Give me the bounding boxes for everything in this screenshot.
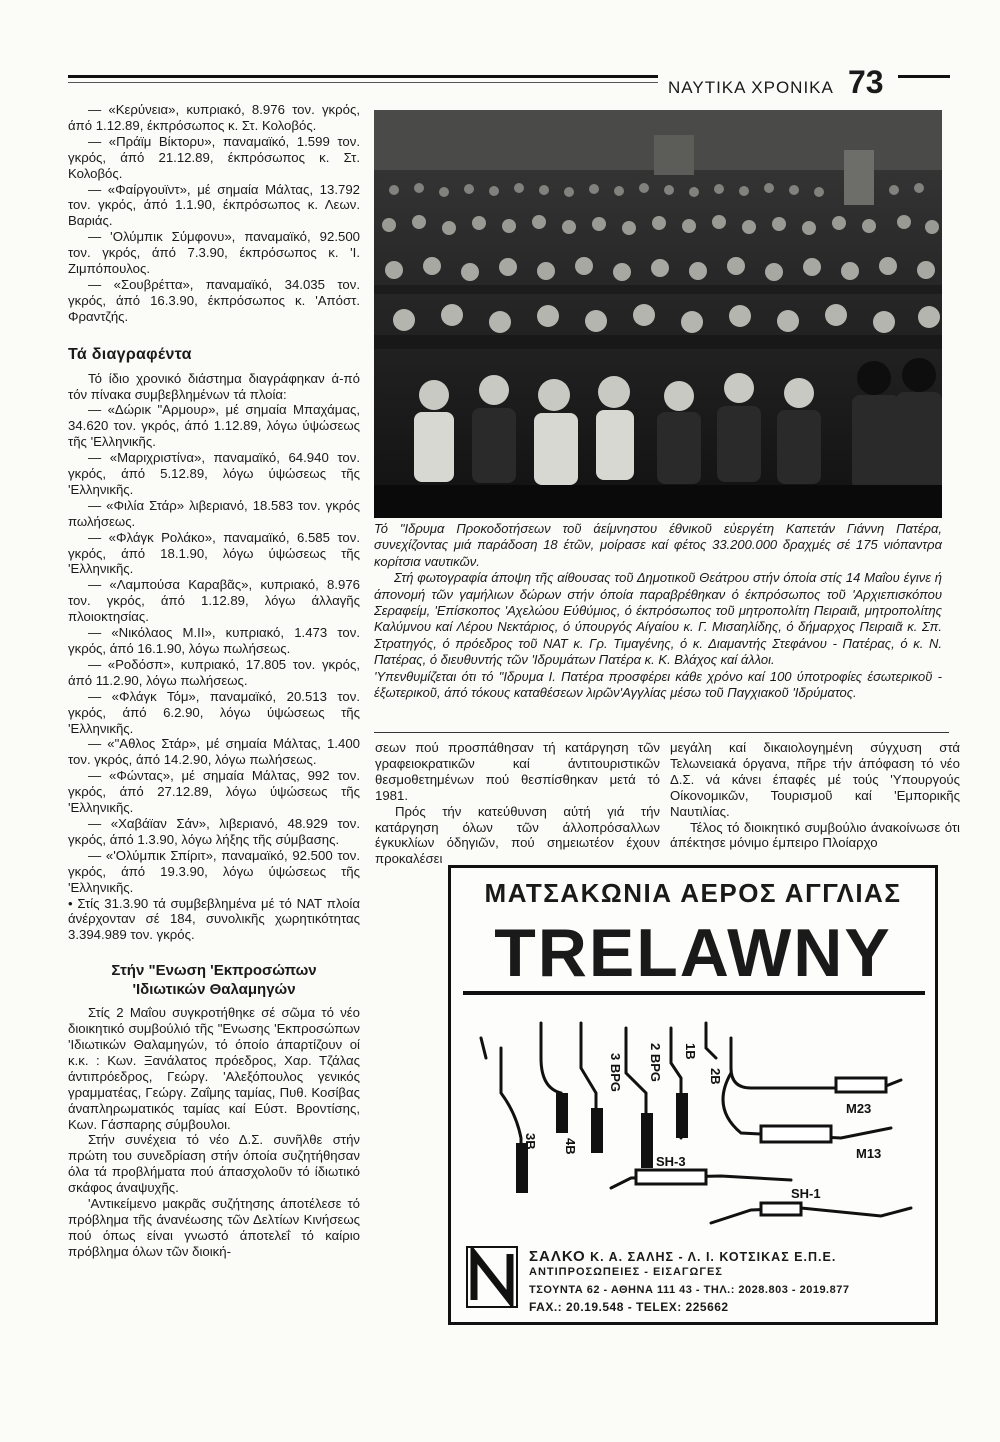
mid-paragraph: Πρός τήν κατεύθυνση αύτή γιά τήν κατάργηση όλων τῶν άλλοπρόσαλλων έγκυκλίων όδηγιῶν, πού σημειωτέον έχουν προκαλέσει xyxy=(375,803,660,867)
deleted-entry: — «Φώντας», μέ σημαία Μάλτας, 992 τον. γκρός, άπό 27.12.89, λόγω ύψώσεως τῆς 'Ελληνικῆς. xyxy=(68,768,360,816)
company-address: ΤΣΟΥΝΤΑ 62 - ΑΘΗΝΑ 111 43 - ΤΗΛ.: 2028.803 - 2019.877 xyxy=(529,1284,850,1296)
registered-entry: — «Πράϊμ Βίκτορυ», παναμαϊκό, 1.599 τον. γκρός, άπό 21.12.89, έκπρόσωπος κ. Στ. Κολοβός. xyxy=(68,133,360,181)
union-paragraph: Στήν συνέχεια τό νέο Δ.Σ. συνῆλθε στήν πρώτη του συνεδρίαση στήν όποία συζητήθησαν όλα τά προβλήματα πού άπασχολοῦν τό ίδιωτικό σκάφος άναψυχῆς. xyxy=(68,1132,360,1196)
tool-label-sh1: SH-1 xyxy=(791,1186,821,1201)
salko-logo-icon xyxy=(466,1246,518,1308)
company-fax: FAX.: 20.19.548 - TELEX: 225662 xyxy=(529,1300,729,1314)
tool-label-2bpg: 2 BPG xyxy=(648,1043,663,1083)
deleted-entry: — «Λαμπούσα Καραβᾶς», κυπριακό, 8.976 τον. γκρός, άπό 1.12.89, λόγω άλλαγῆς πλοιοκτησίας. xyxy=(68,577,360,625)
tool-label-sh3: SH-3 xyxy=(656,1154,686,1169)
deleted-entry: — «'Ολύμπικ Σπίριτ», παναμαϊκό, 92.500 τον. γκρός, άπό 19.3.90, λόγω ύψώσεως τῆς 'Ελληνικῆς. xyxy=(68,847,360,895)
deleted-entry: — «Χαβάϊαν Σάν», λιβεριανό, 48.929 τον. γκρός, άπό 1.3.90, λόγω λήξης τῆς σύμβασης. xyxy=(68,815,360,847)
caption-paragraph: Στή φωτογραφία άποψη τῆς αίθουσας τοῦ Δημοτικοῦ Θεάτρου στήν όποία στίς 14 Μαΐου έγινε ή άπονομή τῶν γαμήλιων δώρων στήν όποία παραβρέθηκαν ό έκπρόσωπος τοῦ 'Αρχιεπισκόπου Σεραφείμ, 'Επίσκοπος 'Αχελώου Εύθύμιος, ό έκπρόσωπος τοῦ μητροπολίτη Πειραιᾶ, μητροπολίτης Καλύμνου καί Λέρου Νεκτάριος, ό ύπουργός Αίγαίου κ. Γ. Μισαηλίδης, ό δήμαρχος Πειραιᾶ κ. Σπ. Στρατηγός, ό πρόεδρος τοῦ ΝΑΤ κ. Γρ. Τιμαγένης, ό κ. Διαμαντής Στεφάνου - Πατέρας, ό κ. Ν. Πατέρας, ό διευθυντής τῶν 'Ιδρυμάτων Πατέρα κ. Κ. Βλάχος καί άλλοι. xyxy=(374,570,942,668)
right-column xyxy=(670,740,960,851)
deleted-entry: — «Φλάγκ Ρολάκο», παναμαϊκό, 6.585 τον. γκρός, άπό 18.1.90, λόγω ύψώσεως τῆς 'Ελληνικῆς. xyxy=(68,529,360,577)
deleted-entry: — «Φιλία Στάρ» λιβεριανό, 18.583 τον. γκρός πωλήσεως. xyxy=(68,497,360,529)
union-paragraph: Στίς 2 Μαΐου συγκροτήθηκε σέ σῶμα τό νέο διοικητικό συμβούλιό τῆς "Ενωσης 'Εκπροσώπων 'Ιδιωτικών Θαλαμηγών, τό όποίο άπαρτίζουν οί κ.κ. : Κων. Ξανάλατος πρόεδρος, Χαρ. Τζάλας άντιπρόεδρος, Γεώργ. 'Αλεξόπουλος γενικός γραμματέας, Γεώργ. Ζαΐμης ταμίας, Πυθ. Κοσίβας άναπληρωματικός ταμίας καί Εύστ. Βροντίσης, Κων. Γάσπαρης σύμβουλοι. xyxy=(68,1005,360,1132)
ad-brand-rule xyxy=(463,991,925,995)
union-heading-line1: Στήν "Ενωση 'Εκπροσώπων xyxy=(111,962,317,980)
deleted-intro: Τό ίδιο χρονικό διάστημα διαγράφηκαν ά-πό τόν πίνακα συμβεβλημένων τά πλοία: xyxy=(68,370,360,402)
left-column xyxy=(68,102,360,1260)
deleted-entry: — «Νικόλαος Μ.ΙΙ», κυπριακό, 1.473 τον. γκρός, άπό 16.1.90, λόγω πωλήσεως. xyxy=(68,625,360,656)
page-number: 73 xyxy=(848,64,884,100)
company-name: ΣΑΛΚΟ xyxy=(529,1248,586,1265)
magazine-title: ΝΑΥΤΙΚΑ ΧΡΟΝΙΚΑ xyxy=(668,78,834,97)
ad-headline: ΜΑΤΣΑΚΩΝΙΑ ΑΕΡΟΣ ΑΓΓΛΙΑΣ xyxy=(484,878,902,908)
registered-entry: — «Φαίργουϊντ», μέ σημαία Μάλτας, 13.792 τον. γκρός, άπό 1.1.90, έκπρόσωπος κ. Λεων. Βαριάς. xyxy=(68,181,360,229)
tool-label-2b: 2B xyxy=(708,1068,723,1085)
header-rule-thin xyxy=(68,82,658,83)
deleted-entry: — «Ροδόσπ», κυπριακό, 17.805 τον. γκρός, άπό 11.2.90, λόγω πωλήσεως. xyxy=(68,656,360,688)
tool-label-4b: 4B xyxy=(563,1138,578,1155)
union-paragraph: 'Αντικείμενο μακρᾶς συζήτησης άποτέλεσε τό πρόβλημα τῆς άνανέωσης τῶν Δελτίων Κινήσεως πού όπως είναι γνωστό άποτελεΐ τό καίριο πρόβλημα όλων τῶν διοική- xyxy=(68,1196,360,1259)
tool-label-m23: M23 xyxy=(846,1101,872,1116)
registered-entry: — «Σουβρέττα», παναμαϊκό, 34.035 τον. γκρός, άπό 16.3.90, έκπρόσωπος κ. 'Απόστ. Φραντζής. xyxy=(68,276,360,324)
middle-column xyxy=(375,740,660,867)
union-heading-line2: 'Ιδιωτικών Θαλαμηγών xyxy=(132,981,296,999)
header-rule-right xyxy=(898,75,950,78)
bullet-note: • Στίς 31.3.90 τά συμβεβλημένα μέ τό ΝΑΤ πλοία άνέρχονταν σέ 184, συνολικῆς χωρητικότητας 3.394.989 τον. γκρός. xyxy=(68,895,360,943)
tool-label-1b: 1B xyxy=(683,1043,698,1060)
caption-paragraph: Τό "Ιδρυμα Προκοδοτήσεων τοῦ άείμνηστου έθνικοῦ εὐεργέτη Καπετάν Γιάννη Πατέρα, συνεχίζοντας μιά παράδοση 18 έτῶν, μοίρασε καί φέτος 33.200.000 δραχμές σέ 175 νιόπαντρα κορίτσια ναυτικῶν. xyxy=(374,521,942,569)
union-heading xyxy=(68,961,360,999)
company-name-line xyxy=(529,1248,836,1265)
tool-label-3bpg: 3 BPG xyxy=(608,1053,623,1093)
trelawny-advertisement xyxy=(448,865,938,1325)
tool-label-m13: M13 xyxy=(856,1146,882,1161)
deleted-entry: — «Δώρικ "Αρμουρ», μέ σημαία Μπαχάμας, 34.620 τον. γκρός, άπό 1.12.89, λόγω ύψώσεως τῆς 'Ελληνικῆς. xyxy=(68,402,360,450)
photo-caption xyxy=(374,521,942,701)
mid-paragraph: σεων πού προσπάθησαν τή κατάργηση τῶν γραφειοκρατικῶν καί άντιτουριστικῶν θεσμοθετημένων πού θεσπίσθηκαν μετά τό 1981. xyxy=(375,740,660,803)
deleted-entry: — «"Αθλος Στάρ», μέ σημαία Μάλτας, 1.400 τον. γκρός, άπό 14.2.90, λόγω πωλήσεως. xyxy=(68,736,360,768)
company-subtitle: ΑΝΤΙΠΡΟΣΩΠΕΙΕΣ - ΕΙΣΑΓΩΓΕΣ xyxy=(529,1266,723,1278)
deleted-entry: — «Μαριχριστίνα», παναμαϊκό, 64.940 τον. γκρός, άπό 5.12.89, λόγω ύψώσεως τῆς 'Ελληνικῆς. xyxy=(68,450,360,497)
theatre-audience-photo xyxy=(374,110,942,518)
deleted-entry: — «Φλάγκ Τόμ», παναμαϊκό, 20.513 τον. γκρός, άπό 6.2.90, λόγω ύψώσεως τῆς 'Ελληνικῆς. xyxy=(68,688,360,736)
caption-paragraph: 'Υπενθυμίζεται ότι τό "Ιδρυμα Ι. Πατέρα προσφέρει κάθε χρόνο καί 100 ύποτροφίες έσωτερικοῦ - έξωτερικοῦ, άπό τόκους καταθέσεων λιρῶν'Αγγλίας μέσω τοῦ Παγχιακοῦ 'Ιδρύματος. xyxy=(374,668,942,701)
deleted-heading: Τά διαγραφέντα xyxy=(68,345,192,363)
registered-entry: — «Κερύνεια», κυπριακό, 8.976 τον. γκρός, άπό 1.12.89, έκπρόσωπος κ. Στ. Κολοβός. xyxy=(68,102,360,133)
audience-photo-graphic xyxy=(374,110,942,518)
caption-rule xyxy=(374,732,949,733)
registered-entry: — 'Ολύμπικ Σύμφονυ», παναμαϊκό, 92.500 τον. γκρός, άπό 7.3.90, έκπρόσωπος κ. 'Ι. Ζιμπόπουλος. xyxy=(68,229,360,277)
pneumatic-tools-illustration xyxy=(461,998,926,1248)
right-paragraph: μεγάλη καί δικαιολογημένη σύγχυση στά Τελωνειακά όργανα, πῆρε τήν άπόφαση τό νέο Δ.Σ. νά κάνει έπαφές μέ τούς 'Υπουργούς Οίκονομικῶν, Τουρισμοῦ καί 'Εμπορικῆς Ναυτιλίας. xyxy=(670,740,960,819)
right-paragraph: Τέλος τό διοικητικό συμβούλιο άνακοίνωσε ότι άπέκτησε μόνιμο έμπειρο Πλοίαρχο xyxy=(670,819,960,851)
company-partners: Κ. Α. ΣΑΛΗΣ - Λ. Ι. ΚΟΤΣΙΚΑΣ Ε.Π.Ε. xyxy=(590,1250,837,1264)
tool-label-3b: 3B xyxy=(523,1133,538,1150)
header-rule xyxy=(68,75,658,78)
ad-brand: TRELAWNY xyxy=(494,915,892,991)
